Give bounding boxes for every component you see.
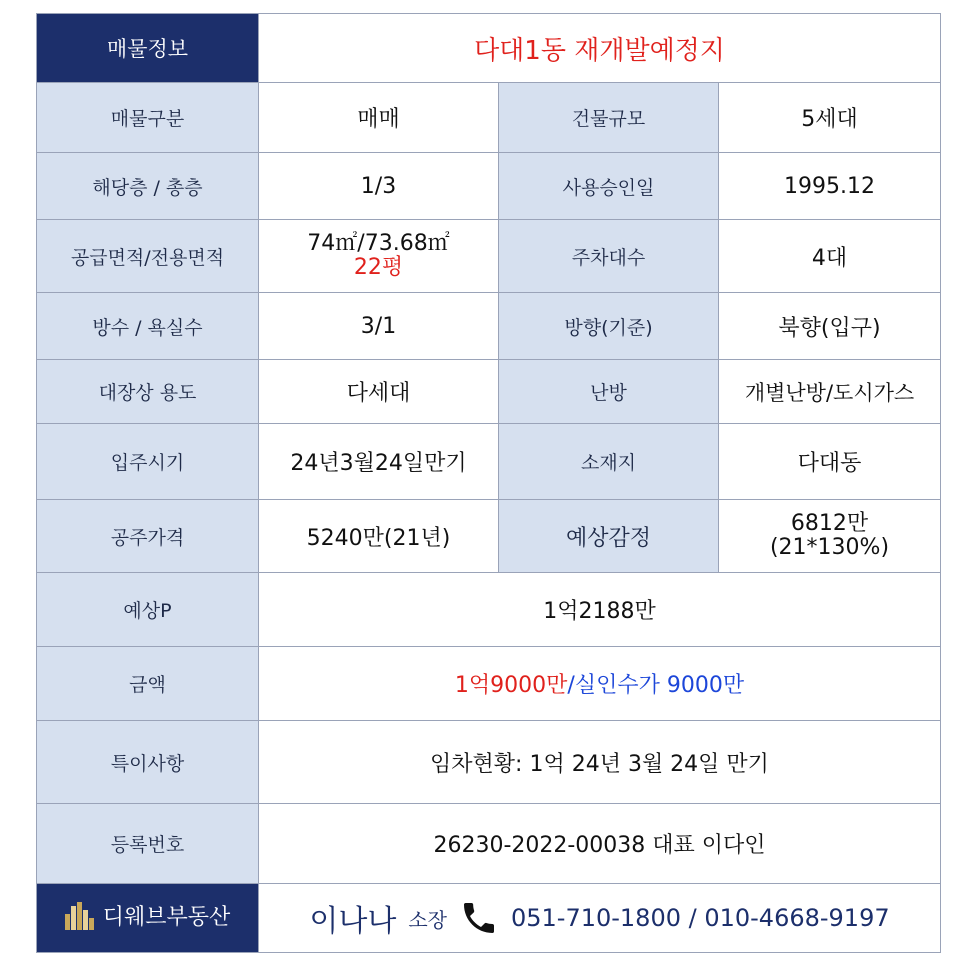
value-expected-appraisal <box>719 500 941 573</box>
table-row <box>37 360 941 424</box>
contact-cell <box>259 884 941 953</box>
label-usage: 대장상 용도 <box>37 360 259 424</box>
value-parking: 4대 <box>719 220 941 293</box>
label-location: 소재지 <box>499 424 719 500</box>
label-expected-appraisal: 예상감정 <box>499 500 719 573</box>
phone-numbers[interactable]: 051-710-1800 / 010-4668-9197 <box>510 904 890 932</box>
label-public-price: 공주가격 <box>37 500 259 573</box>
brand-name: 디웨브부동산 <box>102 905 231 931</box>
area-pyeong: 22평 <box>353 255 404 280</box>
value-public-price: 5240만(21년) <box>259 500 499 573</box>
value-approval-date: 1995.12 <box>719 153 941 220</box>
phone-icon <box>459 898 499 938</box>
value-heating: 개별난방/도시가스 <box>719 360 941 424</box>
value-area <box>259 220 499 293</box>
label-registration: 등록번호 <box>37 804 259 884</box>
brand-cell <box>37 884 259 953</box>
table-row <box>37 83 941 153</box>
label-rooms: 방수 / 욕실수 <box>37 293 259 360</box>
table-row <box>37 424 941 500</box>
table-row <box>37 573 941 647</box>
property-table <box>36 13 941 953</box>
label-area: 공급면적/전용면적 <box>37 220 259 293</box>
table-row <box>37 293 941 360</box>
label-amount: 금액 <box>37 647 259 721</box>
label-floor: 해당층 / 총층 <box>37 153 259 220</box>
value-notes: 임차현황: 1억 24년 3월 24일 만기 <box>259 721 941 804</box>
value-registration: 26230-2022-00038 대표 이다인 <box>259 804 941 884</box>
footer-row <box>37 884 941 953</box>
table-row <box>37 220 941 293</box>
building-logo-icon <box>65 902 95 930</box>
label-building-size: 건물규모 <box>499 83 719 153</box>
agent-name: 이나나 <box>309 904 397 939</box>
label-approval-date: 사용승인일 <box>499 153 719 220</box>
value-building-size: 5세대 <box>719 83 941 153</box>
value-floor: 1/3 <box>259 153 499 220</box>
label-direction: 방향(기준) <box>499 293 719 360</box>
amount-total: 1억9000만 <box>454 673 568 698</box>
label-parking: 주차대수 <box>499 220 719 293</box>
value-rooms: 3/1 <box>259 293 499 360</box>
property-info-sheet <box>36 13 940 953</box>
value-move-in: 24년3월24일만기 <box>259 424 499 500</box>
label-notes: 특이사항 <box>37 721 259 804</box>
value-location: 다대동 <box>719 424 941 500</box>
value-direction: 북향(입구) <box>719 293 941 360</box>
table-row <box>37 804 941 884</box>
value-property-type: 매매 <box>259 83 499 153</box>
label-heating: 난방 <box>499 360 719 424</box>
header-row <box>37 14 941 83</box>
header-label: 매물정보 <box>37 14 259 83</box>
table-row <box>37 153 941 220</box>
value-amount <box>259 647 941 721</box>
appraisal-formula: (21*130%) <box>769 535 890 560</box>
listing-title: 다대1동 재개발예정지 <box>259 14 941 83</box>
table-row <box>37 647 941 721</box>
value-usage: 다세대 <box>259 360 499 424</box>
label-expected-premium: 예상P <box>37 573 259 647</box>
agent-title: 소장 <box>408 907 447 932</box>
table-row <box>37 500 941 573</box>
area-sqm: 74㎡/73.68㎡ <box>307 231 450 256</box>
value-expected-premium: 1억2188만 <box>259 573 941 647</box>
label-move-in: 입주시기 <box>37 424 259 500</box>
amount-actual: 실인수가 9000만 <box>574 673 745 698</box>
appraisal-amount: 6812만 <box>790 511 869 536</box>
label-property-type: 매물구분 <box>37 83 259 153</box>
table-row <box>37 721 941 804</box>
amount-separator: / <box>567 673 575 698</box>
